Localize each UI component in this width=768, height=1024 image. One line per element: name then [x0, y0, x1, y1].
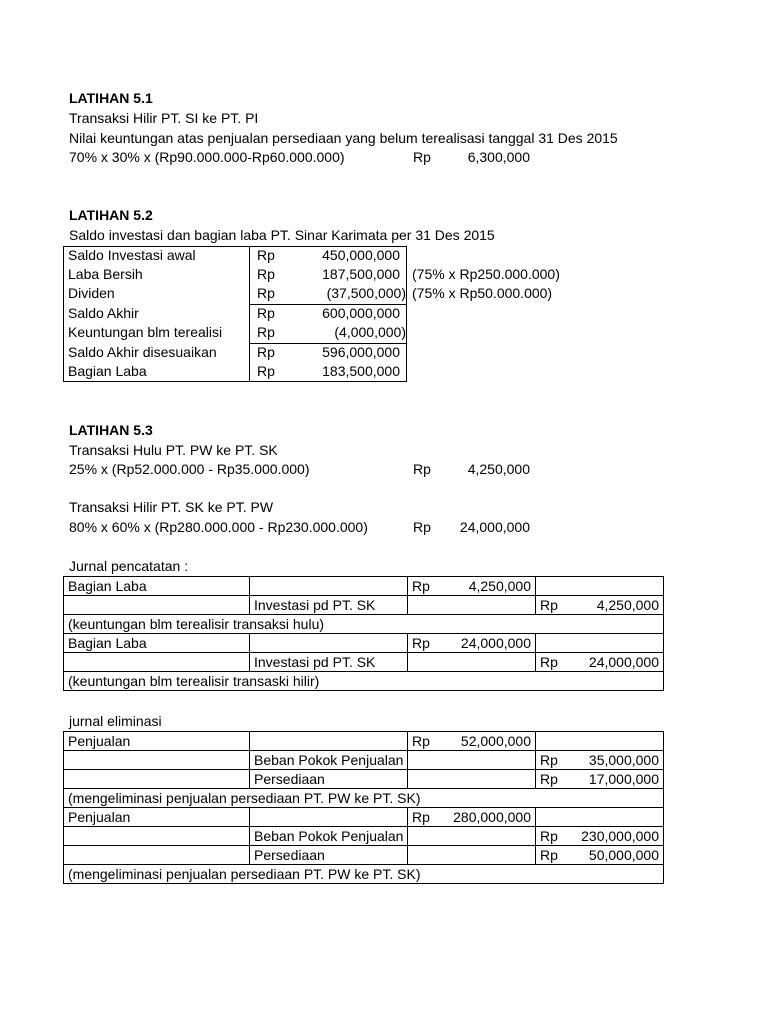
- debit-cell: Rp 280,000,000: [408, 808, 536, 827]
- table-divider: [249, 246, 250, 382]
- row-amount: (4,000,000): [334, 324, 406, 340]
- row-rp: Rp: [257, 344, 275, 360]
- credit-cell: [536, 577, 664, 596]
- table-row: [64, 846, 664, 865]
- jurnal-eliminasi-table: [63, 731, 664, 884]
- account-cell: [64, 827, 250, 846]
- row-label: Laba Bersih: [68, 266, 143, 282]
- account-cell: [250, 577, 408, 596]
- account-cell: Persediaan: [250, 770, 408, 789]
- hilir-title: Transaksi Hilir PT. SK ke PT. PW: [69, 499, 274, 515]
- row-label: Saldo Akhir: [68, 305, 139, 321]
- row-amount: 183,500,000: [322, 363, 400, 379]
- row-rp: Rp: [257, 305, 275, 321]
- latihan-5-1-title: LATIHAN 5.1: [69, 90, 153, 106]
- jurnal-pencatatan-label: Jurnal pencatatan :: [69, 558, 189, 574]
- debit-cell: [408, 846, 536, 865]
- note-cell: (mengeliminasi penjualan persediaan PT. PW ke PT. SK): [64, 865, 664, 884]
- row-note: (75% x Rp250.000.000): [412, 266, 560, 282]
- credit-cell: Rp 50,000,000: [536, 846, 664, 865]
- account-cell: Investasi pd PT. SK: [250, 653, 408, 672]
- account-cell: [64, 770, 250, 789]
- hulu-amount: 4,250,000: [467, 461, 530, 477]
- debit-cell: [408, 653, 536, 672]
- row-amount: 187,500,000: [322, 266, 400, 282]
- account-cell: [250, 808, 408, 827]
- row-rp: Rp: [257, 247, 275, 263]
- debit-cell: Rp 4,250,000: [408, 577, 536, 596]
- credit-cell: Rp 4,250,000: [536, 596, 664, 615]
- debit-cell: [408, 770, 536, 789]
- table-row: [64, 596, 664, 615]
- account-cell: Persediaan: [250, 846, 408, 865]
- latihan-5-1-rp: Rp: [413, 149, 431, 165]
- jurnal-pencatatan-table: [63, 576, 664, 691]
- row-amount: 596,000,000: [322, 344, 400, 360]
- row-label: Saldo Akhir disesuaikan: [68, 344, 217, 360]
- row-amount: (37,500,000): [326, 285, 406, 301]
- debit-cell: [408, 596, 536, 615]
- row-amount: 450,000,000: [322, 247, 400, 263]
- credit-cell: [536, 634, 664, 653]
- account-cell: Beban Pokok Penjualan: [250, 827, 408, 846]
- row-rp: Rp: [257, 285, 275, 301]
- row-label: Keuntungan blm terealisi: [68, 324, 223, 340]
- table-row: [64, 732, 664, 751]
- row-rp: Rp: [257, 363, 275, 379]
- latihan-5-1-line1: Transaksi Hilir PT. SI ke PT. PI: [69, 110, 259, 126]
- jurnal-eliminasi-label: jurnal eliminasi: [69, 713, 162, 729]
- debit-cell: Rp 52,000,000: [408, 732, 536, 751]
- credit-cell: Rp 17,000,000: [536, 770, 664, 789]
- row-note: (75% x Rp50.000.000): [412, 285, 553, 301]
- account-cell: [250, 732, 408, 751]
- account-cell: Bagian Laba: [64, 577, 250, 596]
- account-cell: Investasi pd PT. SK: [250, 596, 408, 615]
- hilir-calc: 80% x 60% x (Rp280.000.000 - Rp230.000.000): [69, 519, 368, 535]
- account-cell: Penjualan: [64, 732, 250, 751]
- account-cell: [64, 596, 250, 615]
- table-row: [64, 634, 664, 653]
- table-row: [64, 770, 664, 789]
- hulu-calc: 25% x (Rp52.000.000 - Rp35.000.000): [69, 461, 310, 477]
- credit-cell: Rp 35,000,000: [536, 751, 664, 770]
- hulu-title: Transaksi Hulu PT. PW ke PT. SK: [69, 442, 278, 458]
- table-row: [64, 672, 664, 691]
- hulu-rp: Rp: [413, 461, 431, 477]
- table-row: [64, 789, 664, 808]
- note-cell: (mengeliminasi penjualan persediaan PT. PW ke PT. SK): [64, 789, 664, 808]
- account-cell: [250, 634, 408, 653]
- row-amount: 600,000,000: [322, 305, 400, 321]
- table-row: [64, 808, 664, 827]
- table-row: [64, 615, 664, 634]
- debit-cell: Rp 24,000,000: [408, 634, 536, 653]
- credit-cell: [536, 732, 664, 751]
- table-row: [64, 577, 664, 596]
- credit-cell: [536, 808, 664, 827]
- latihan-5-2-title: LATIHAN 5.2: [69, 207, 153, 223]
- credit-cell: Rp 230,000,000: [536, 827, 664, 846]
- credit-cell: Rp 24,000,000: [536, 653, 664, 672]
- account-cell: [64, 846, 250, 865]
- table-row: [64, 827, 664, 846]
- debit-cell: [408, 827, 536, 846]
- row-label: Dividen: [68, 285, 115, 301]
- account-cell: Bagian Laba: [64, 634, 250, 653]
- note-cell: (keuntungan blm terealisir transaski hilir): [64, 672, 664, 691]
- row-rp: Rp: [257, 324, 275, 340]
- account-cell: Beban Pokok Penjualan: [250, 751, 408, 770]
- account-cell: [64, 751, 250, 770]
- row-rp: Rp: [257, 266, 275, 282]
- latihan-5-3-title: LATIHAN 5.3: [69, 422, 153, 438]
- hilir-rp: Rp: [413, 519, 431, 535]
- account-cell: [64, 653, 250, 672]
- latihan-5-1-line2: Nilai keuntungan atas penjualan persediaan yang belum terealisasi tanggal 31 Des 2015: [69, 130, 618, 146]
- debit-cell: [408, 751, 536, 770]
- table-row: [64, 865, 664, 884]
- row-label: Saldo Investasi awal: [68, 247, 196, 263]
- table-row: [64, 653, 664, 672]
- latihan-5-1-amount: 6,300,000: [467, 149, 530, 165]
- table-row: [64, 751, 664, 770]
- latihan-5-1-calc: 70% x 30% x (Rp90.000.000-Rp60.000.000): [69, 149, 345, 165]
- hilir-amount: 24,000,000: [459, 519, 530, 535]
- latihan-5-2-subtitle: Saldo investasi dan bagian laba PT. Sinar Karimata per 31 Des 2015: [69, 227, 495, 243]
- note-cell: (keuntungan blm terealisir transaksi hulu): [64, 615, 664, 634]
- row-label: Bagian Laba: [68, 363, 147, 379]
- account-cell: Penjualan: [64, 808, 250, 827]
